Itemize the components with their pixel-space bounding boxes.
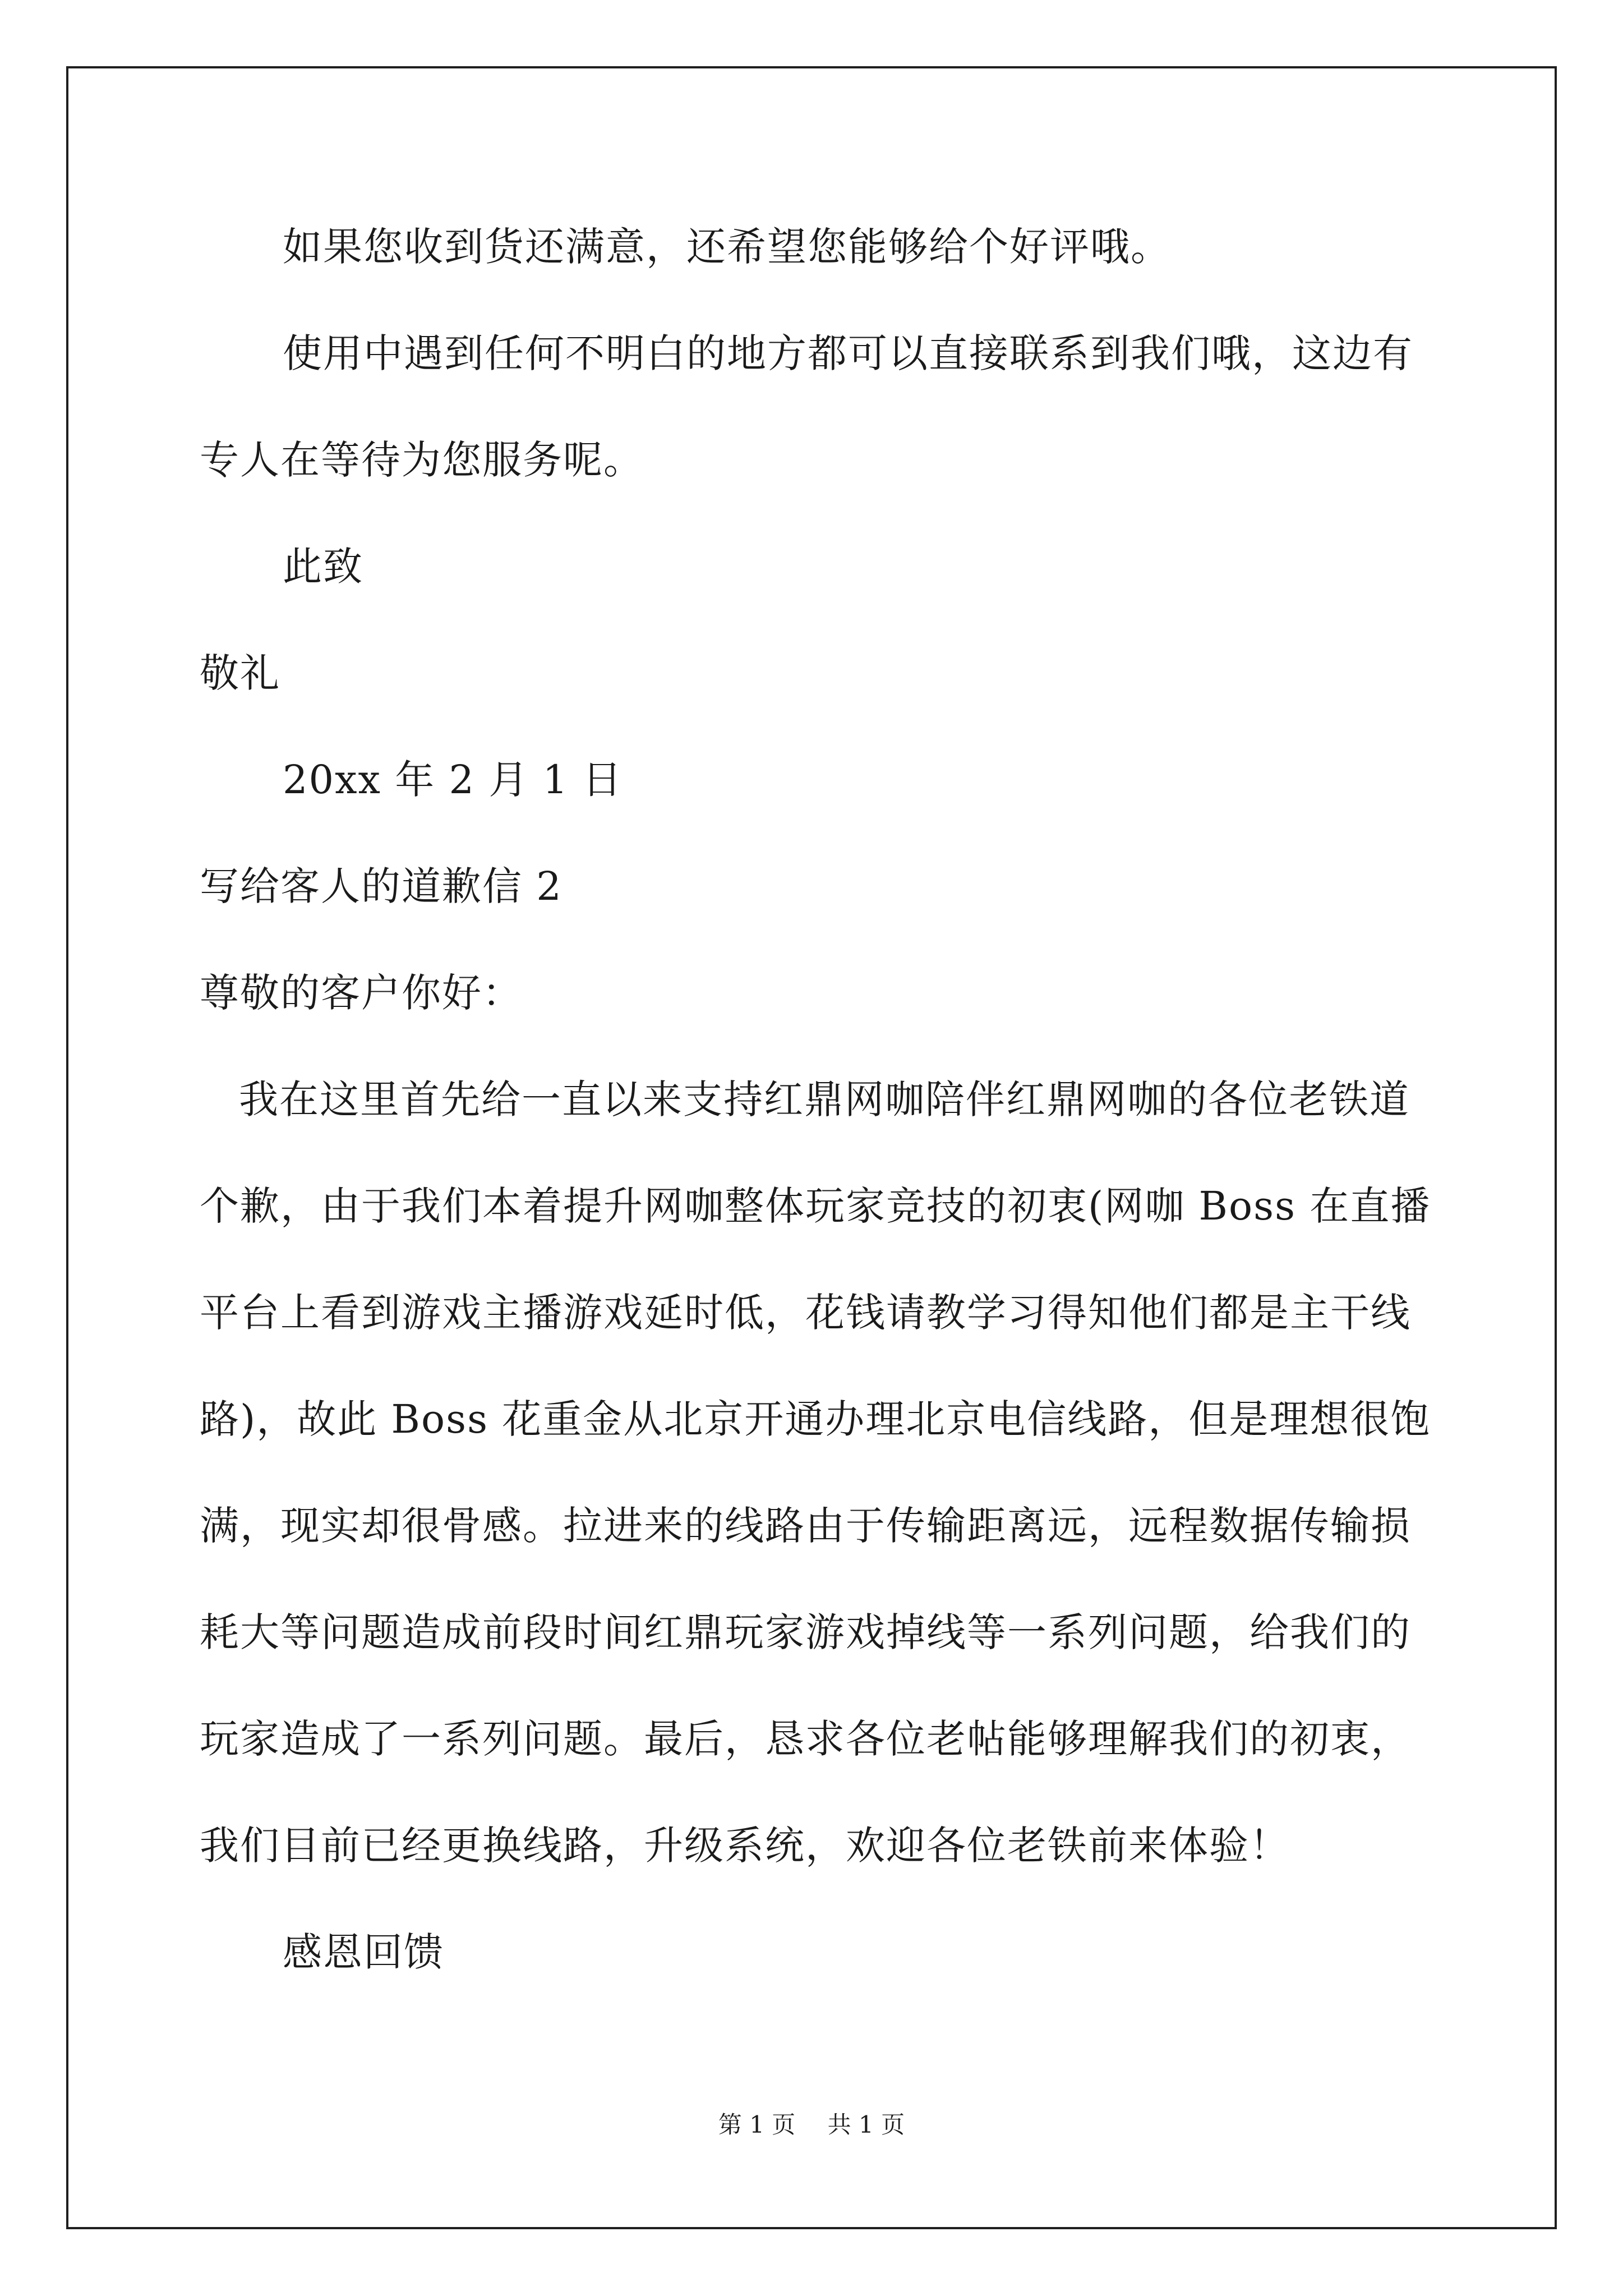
paragraph-line: 感恩回馈: [283, 1929, 444, 1975]
paragraph: [200, 1899, 1433, 2005]
paragraph-line: 敬礼: [200, 650, 280, 696]
paragraph-line: 个歉，由于我们本着提升网咖整体玩家竞技的初衷(网咖 Boss 在直播: [200, 1183, 1431, 1229]
section-title: [200, 833, 1433, 940]
document-body: [200, 194, 1433, 2005]
paragraph-line: 路)，故此 Boss 花重金从北京开通办理北京电信线路，但是理想很饱: [200, 1396, 1431, 1442]
letter-date: [200, 726, 1433, 833]
page-number: 第 1 页: [718, 2111, 796, 2138]
paragraph-line: 20xx 年 2 月 1 日: [283, 757, 623, 803]
paragraph-line: 专人在等待为您服务呢。: [200, 437, 644, 483]
greeting: [200, 940, 1433, 1046]
paragraph-line: 我们目前已经更换线路，升级系统，欢迎各位老铁前来体验！: [200, 1823, 1290, 1869]
paragraph-continuation: [200, 1153, 1433, 1899]
closing-regards: [200, 620, 1433, 726]
paragraph: [200, 300, 1433, 407]
paragraph-line: 此致: [283, 544, 363, 590]
paragraph-line: 我在这里首先给一直以来支持红鼎网咖陪伴红鼎网咖的各位老铁道: [239, 1076, 1410, 1122]
paragraph-continuation: [200, 407, 1433, 513]
paragraph: [200, 194, 1433, 300]
page-footer: [0, 2106, 1623, 2140]
paragraph-line: 写给客人的道歉信 2: [200, 863, 562, 909]
paragraph-line: 如果您收到货还满意，还希望您能够给个好评哦。: [283, 224, 1171, 270]
paragraph-line: 尊敬的客户你好：: [200, 970, 523, 1016]
paragraph-line: 使用中遇到任何不明白的地方都可以直接联系到我们哦，这边有: [283, 330, 1413, 376]
paragraph-line: 平台上看到游戏主播游戏延时低，花钱请教学习得知他们都是主干线: [200, 1290, 1411, 1336]
paragraph-line: 玩家造成了一系列问题。最后，恳求各位老帖能够理解我们的初衷，: [200, 1716, 1411, 1762]
paragraph-line: 耗大等问题造成前段时间红鼎玩家游戏掉线等一系列问题，给我们的: [200, 1609, 1411, 1655]
paragraph: [200, 1046, 1433, 1153]
closing-salutation: [200, 513, 1433, 620]
page-total: 共 1 页: [827, 2111, 905, 2138]
paragraph-line: 满，现实却很骨感。拉进来的线路由于传输距离远，远程数据传输损: [200, 1503, 1411, 1549]
